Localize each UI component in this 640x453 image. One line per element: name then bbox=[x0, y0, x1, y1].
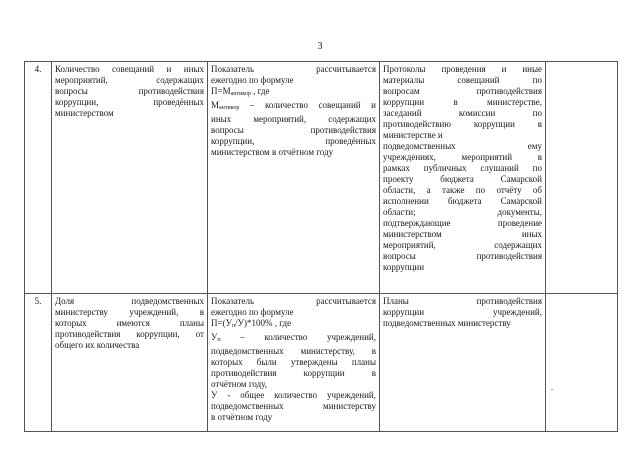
note-cell bbox=[546, 294, 618, 432]
indicator-name-line: противодействия коррупции, от bbox=[55, 329, 204, 339]
formula-lhs: П=М bbox=[211, 86, 231, 96]
source-line: противодействию коррупции в bbox=[383, 119, 542, 129]
row-number: 5. bbox=[25, 294, 52, 432]
indicator-name-line: которых имеются планы bbox=[55, 318, 204, 328]
formula-subscript: п bbox=[231, 323, 236, 329]
source-line: заседаний комиссии по bbox=[383, 108, 542, 118]
def-symbol: М bbox=[211, 100, 220, 110]
indicators-table bbox=[24, 61, 618, 432]
calc-formula bbox=[211, 318, 376, 332]
indicator-name-line: Количество совещаний и иных bbox=[55, 64, 204, 74]
def-subscript: п bbox=[217, 337, 221, 343]
def-symbol: У bbox=[211, 332, 218, 342]
indicator-name-line: мероприятий, содержащих bbox=[55, 75, 204, 85]
def-subscript: антикор bbox=[219, 105, 240, 111]
row-number: 4. bbox=[25, 62, 52, 294]
calc-definition-line: вопросы противодействия bbox=[211, 125, 376, 135]
calc-definition-line: коррупции, проведённых bbox=[211, 136, 376, 146]
calc-definition-line: подведомственных министерству bbox=[211, 401, 376, 411]
indicator-name-cell bbox=[52, 294, 208, 432]
source-line: учреждениях, мероприятий в bbox=[383, 152, 542, 162]
stray-mark: . bbox=[551, 383, 553, 392]
source-line: Планы противодействия bbox=[383, 296, 542, 306]
source-line: исполнении бюджета Самарской bbox=[383, 196, 542, 206]
indicator-name-line: министерству учреждений, в bbox=[55, 307, 204, 317]
calc-definition-line: противодействия коррупции в bbox=[211, 368, 376, 378]
indicator-name-line: министерством bbox=[55, 108, 114, 118]
source-line: области; документы, bbox=[383, 207, 542, 217]
source-line: проекту бюджета Самарской bbox=[383, 174, 542, 184]
calc-intro-line: ежегодно по формуле bbox=[211, 307, 294, 317]
page-number: 3 bbox=[317, 41, 323, 52]
source-line: области, а также по отчёту об bbox=[383, 185, 542, 195]
source-line: Протоколы проведения и иные bbox=[383, 64, 542, 74]
source-line: министерством иных bbox=[383, 229, 542, 239]
calculation-cell bbox=[208, 294, 380, 432]
source-cell bbox=[380, 294, 546, 432]
calc-definition-line: в отчётном году bbox=[211, 412, 273, 422]
source-line: материалы совещаний по bbox=[383, 75, 542, 85]
indicator-name-line: вопросы противодействия bbox=[55, 86, 204, 96]
def-text: – количество учреждений, bbox=[220, 332, 376, 342]
note-cell bbox=[546, 62, 618, 294]
formula-part: П=(У bbox=[211, 318, 232, 328]
source-line: подтверждающие проведение bbox=[383, 218, 542, 228]
source-line: коррупции bbox=[383, 262, 425, 272]
calc-definition-line: подведомственных министерству, в bbox=[211, 346, 376, 356]
calc-intro-line: ежегодно по формуле bbox=[211, 75, 294, 85]
calc-definition-line: иных мероприятий, содержащих bbox=[211, 114, 376, 124]
table-row bbox=[25, 62, 618, 294]
table-row bbox=[25, 294, 618, 432]
calc-definition bbox=[211, 100, 376, 114]
calc-formula bbox=[211, 86, 376, 100]
source-line: подведомственных министерству bbox=[383, 318, 511, 328]
source-line: рамках публичных слушаний по bbox=[383, 163, 542, 173]
source-line: министерстве и bbox=[383, 130, 443, 140]
source-line: подведомственных ему bbox=[383, 141, 542, 151]
calc-definition-line: отчётном году, bbox=[211, 379, 267, 389]
indicator-name-line: общего их количества bbox=[55, 340, 140, 350]
calc-intro-line: Показатель рассчитывается bbox=[211, 296, 376, 306]
calc-definition-line: которых были утверждены планы bbox=[211, 357, 376, 367]
source-cell bbox=[380, 62, 546, 294]
source-line: коррупции учреждений, bbox=[383, 307, 542, 317]
calc-intro-line: Показатель рассчитывается bbox=[211, 64, 376, 74]
calc-definition-line: У - общее количество учреждений, bbox=[211, 390, 376, 400]
calc-definition-line: министерством в отчётном году bbox=[211, 147, 334, 157]
formula-subscript: антикор bbox=[230, 91, 251, 97]
calculation-cell bbox=[208, 62, 380, 294]
source-line: вопросы противодействия bbox=[383, 251, 542, 261]
formula-part: /У)*100% , где bbox=[235, 318, 292, 328]
indicator-name-cell bbox=[52, 62, 208, 294]
indicator-name-line: Доля подведомственных bbox=[55, 296, 204, 306]
formula-rest: , где bbox=[250, 86, 270, 96]
calc-definition bbox=[211, 332, 376, 346]
def-text: – количество совещаний и bbox=[239, 100, 376, 110]
indicator-name-line: коррупции, проведённых bbox=[55, 97, 204, 107]
source-line: коррупции в министерстве, bbox=[383, 97, 542, 107]
source-line: вопросам противодействия bbox=[383, 86, 542, 96]
source-line: мероприятий, содержащих bbox=[383, 240, 542, 250]
